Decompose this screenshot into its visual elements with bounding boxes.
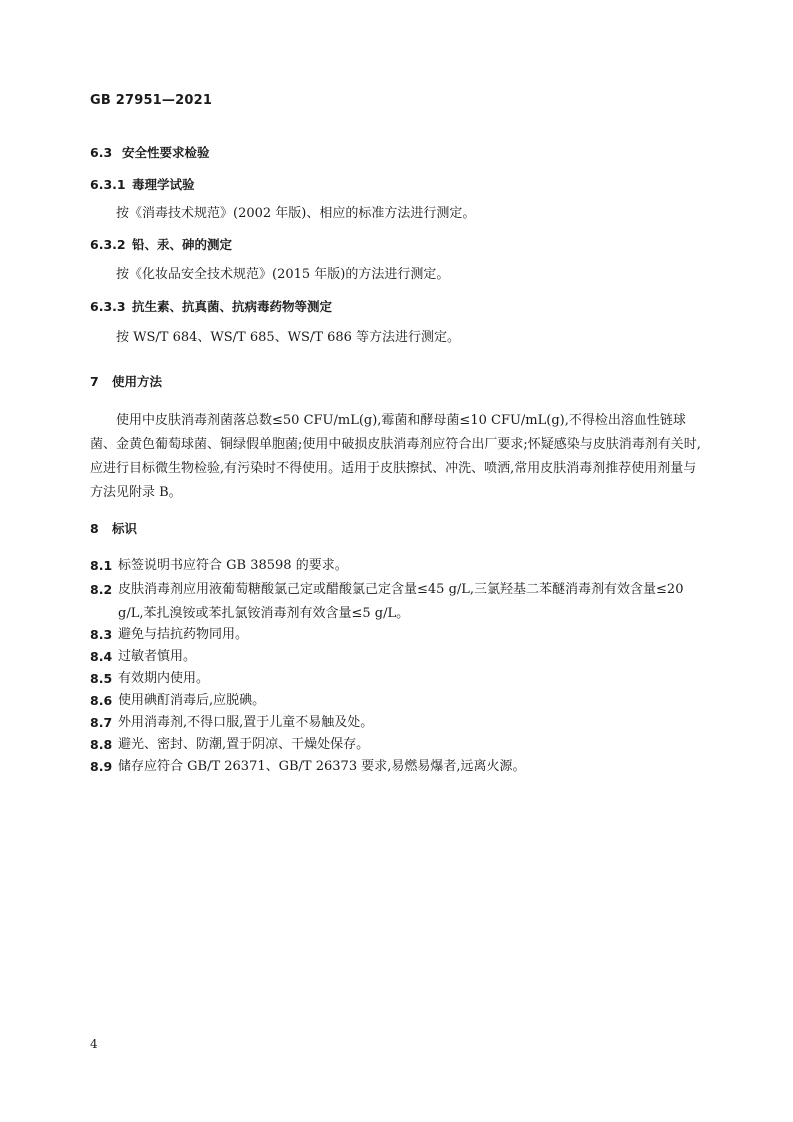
list-item (90, 755, 702, 779)
section-7-heading (90, 373, 162, 391)
section-6-3-2-text: 按《化妆品安全技术规范》(2015 年版)的方法进行测定。 (116, 267, 450, 282)
list-item (90, 711, 702, 735)
section-title: 毒理学试验 (132, 177, 195, 192)
list-item (90, 554, 702, 578)
item-text: 使用碘酊消毒后,应脱碘。 (118, 693, 266, 708)
standard-number-header: GB 27951—2021 (90, 93, 213, 108)
section-6-3-heading (90, 144, 210, 162)
item-number: 8.6 (90, 693, 113, 708)
section-7-paragraph: 使用中皮肤消毒剂菌落总数≤50 CFU/mL(g),霉菌和酵母菌≤10 CFU/mL(g),不得检出溶血性链球菌、金黄色葡萄球菌、铜绿假单胞菌;使用中破损皮肤消毒剂应符合出厂要求;怀疑感染与皮肤消毒剂有关时,应进行目标微生物检验,有污染时不得使用。适用于皮肤擦拭、冲洗、喷洒,常用皮肤消毒剂推荐使用剂量与方法见附录 B。 (90, 413, 701, 500)
item-number: 8.7 (90, 715, 113, 730)
section-title: 安全性要求检验 (122, 145, 210, 160)
section-6-3-3-heading (90, 298, 332, 316)
item-number: 8.5 (90, 671, 113, 686)
item-number: 8.9 (90, 759, 113, 774)
section-title: 使用方法 (112, 374, 163, 389)
list-item (90, 667, 702, 691)
item-text: 标签说明书应符合 GB 38598 的要求。 (118, 558, 348, 573)
item-number: 8.1 (90, 558, 113, 573)
item-text: 皮肤消毒剂应用液葡萄糖酸氯己定或醋酸氯己定含量≤45 g/L,三氯羟基二苯醚消毒剂有效含量≤20 g/L,苯扎溴铵或苯扎氯铵消毒剂有效含量≤5 g/L。 (118, 582, 684, 621)
item-text: 有效期内使用。 (118, 671, 210, 686)
section-title: 铅、汞、砷的测定 (132, 237, 233, 252)
section-8-heading (90, 520, 137, 538)
list-item (90, 623, 702, 647)
section-6-3-1-heading (90, 176, 195, 194)
section-6-3-2-heading (90, 236, 232, 254)
list-item (90, 645, 702, 669)
section-6-3-1-text: 按《消毒技术规范》(2002 年版)、相应的标准方法进行测定。 (116, 206, 476, 221)
item-text: 外用消毒剂,不得口服,置于儿童不易触及处。 (118, 715, 374, 730)
item-text: 避免与拮抗药物同用。 (118, 627, 249, 642)
item-number: 8.2 (90, 582, 113, 597)
list-item (90, 689, 702, 713)
list-item (90, 578, 702, 626)
item-text: 储存应符合 GB/T 26371、GB/T 26373 要求,易燃易爆者,远离火源。 (118, 759, 526, 774)
section-number: 6.3.1 (90, 177, 126, 192)
section-number: 7 (90, 374, 99, 389)
section-title: 标识 (112, 521, 138, 536)
page-number: 4 (90, 1037, 98, 1051)
item-number: 8.8 (90, 737, 113, 752)
section-number: 6.3.3 (90, 299, 126, 314)
item-number: 8.4 (90, 649, 113, 664)
list-item (90, 733, 702, 757)
section-number: 6.3 (90, 145, 113, 160)
section-number: 6.3.2 (90, 237, 126, 252)
item-text: 过敏者慎用。 (118, 649, 197, 664)
section-number: 8 (90, 521, 99, 536)
item-text: 避光、密封、防潮,置于阴凉、干燥处保存。 (118, 737, 370, 752)
section-title: 抗生素、抗真菌、抗病毒药物等测定 (132, 299, 333, 314)
item-number: 8.3 (90, 627, 113, 642)
section-6-3-3-text: 按 WS/T 684、WS/T 685、WS/T 686 等方法进行测定。 (116, 330, 461, 345)
